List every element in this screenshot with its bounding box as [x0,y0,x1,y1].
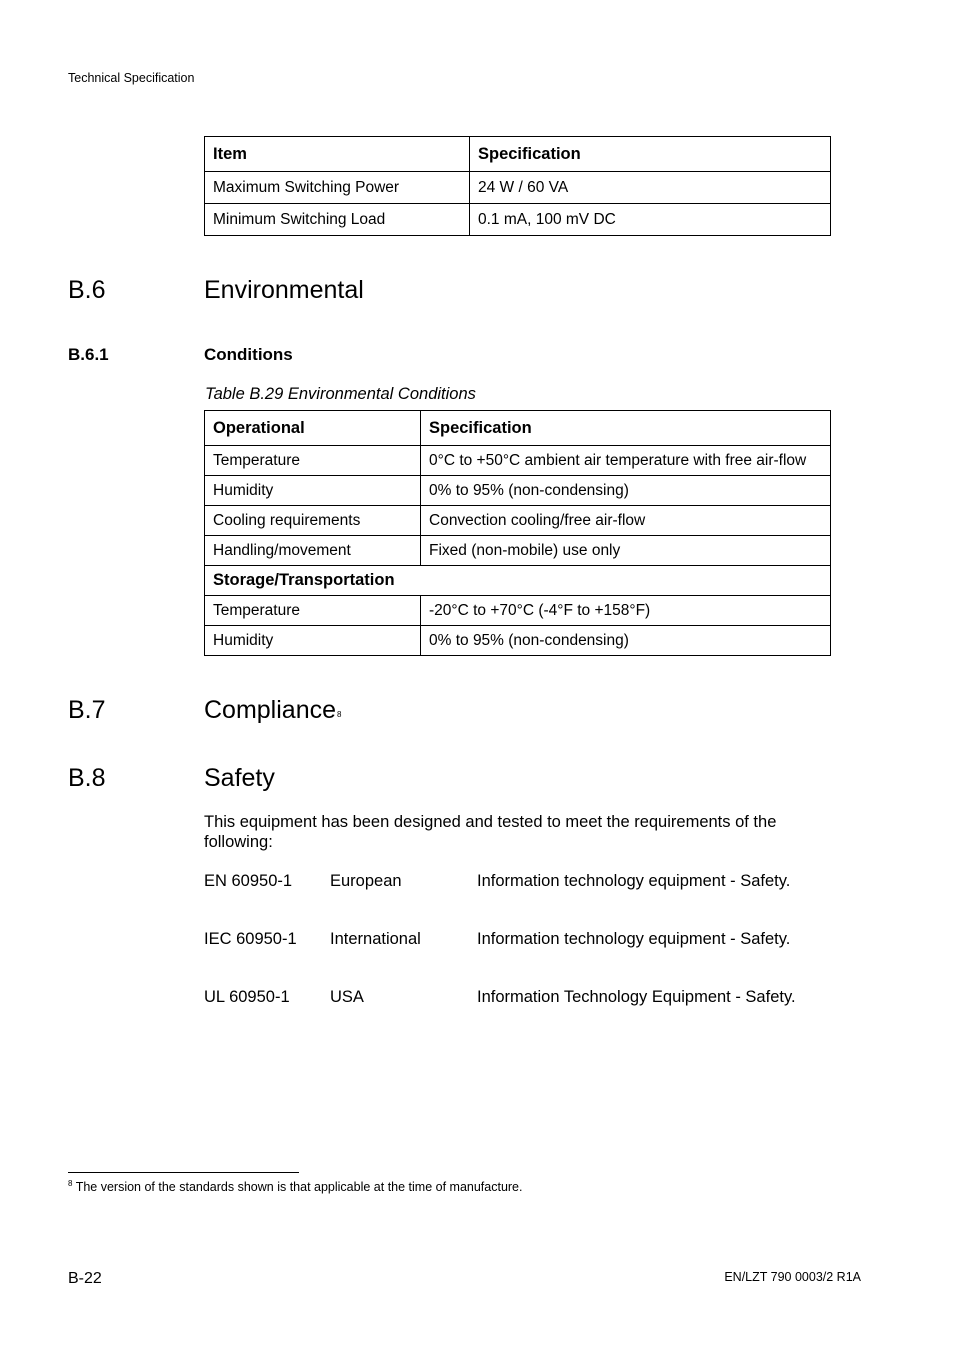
standard-region: International [330,930,421,948]
table-cell: -20°C to +70°C (-4°F to +158°F) [421,596,831,626]
storage-transportation-heading: Storage/Transportation [205,566,831,596]
table-row [205,506,831,536]
table-row [205,172,831,204]
running-header: Technical Specification [68,71,195,85]
table-cell: 0.1 mA, 100 mV DC [470,204,831,236]
switching-spec-table [204,136,831,236]
section-title: Environmental [204,276,364,304]
section-title-text: Compliance [204,696,337,724]
section-number: B.8 [68,764,106,792]
footnote-marker: 8 [68,1179,73,1188]
footnote [68,1179,522,1194]
standard-region: European [330,872,402,890]
environmental-conditions-table [204,410,831,656]
standard-code: EN 60950-1 [204,872,293,890]
section-number: B.7 [68,696,106,724]
table-cell: 0% to 95% (non-condensing) [421,476,831,506]
standard-code: UL 60950-1 [204,988,290,1006]
section-title [204,696,341,725]
table-row [205,476,831,506]
document-id: EN/LZT 790 0003/2 R1A [724,1270,861,1284]
table-row [205,204,831,236]
table-row [205,626,831,656]
column-header-specification: Specification [421,411,831,446]
table-cell: Cooling requirements [205,506,421,536]
table-cell: 24 W / 60 VA [470,172,831,204]
table-cell: Temperature [205,596,421,626]
table-cell: Humidity [205,476,421,506]
table-subheader-row [205,566,831,596]
table-cell: Minimum Switching Load [205,204,470,236]
section-title: Safety [204,764,275,792]
safety-intro-paragraph: This equipment has been designed and tested to meet the requirements of the following: [204,813,777,851]
table-cell: Handling/movement [205,536,421,566]
table-caption: Table B.29 Environmental Conditions [205,385,476,403]
column-header-operational: Operational [205,411,421,446]
footnote-reference: 8 [337,710,342,719]
section-number: B.6 [68,276,106,304]
footnote-divider [68,1172,299,1173]
standard-description: Information Technology Equipment - Safety. [477,988,796,1006]
table-cell: 0% to 95% (non-condensing) [421,626,831,656]
table-row [205,536,831,566]
column-header-specification: Specification [470,137,831,172]
footnote-text: The version of the standards shown is that applicable at the time of manufacture. [75,1180,523,1195]
table-cell: Maximum Switching Power [205,172,470,204]
subsection-title: Conditions [204,345,293,364]
table-cell: Temperature [205,446,421,476]
table-cell: Convection cooling/free air-flow [421,506,831,536]
table-row [205,596,831,626]
standard-code: IEC 60950-1 [204,930,297,948]
subsection-number: B.6.1 [68,345,109,364]
standard-description: Information technology equipment - Safety. [477,930,791,948]
table-cell: Humidity [205,626,421,656]
page-number: B-22 [68,1270,102,1287]
column-header-item: Item [205,137,470,172]
table-cell: 0°C to +50°C ambient air temperature with free air-flow [421,446,831,476]
table-row [205,446,831,476]
table-header-row [205,137,831,172]
table-cell: Fixed (non-mobile) use only [421,536,831,566]
standard-description: Information technology equipment - Safety. [477,872,791,890]
standard-region: USA [330,988,364,1006]
table-header-row [205,411,831,446]
